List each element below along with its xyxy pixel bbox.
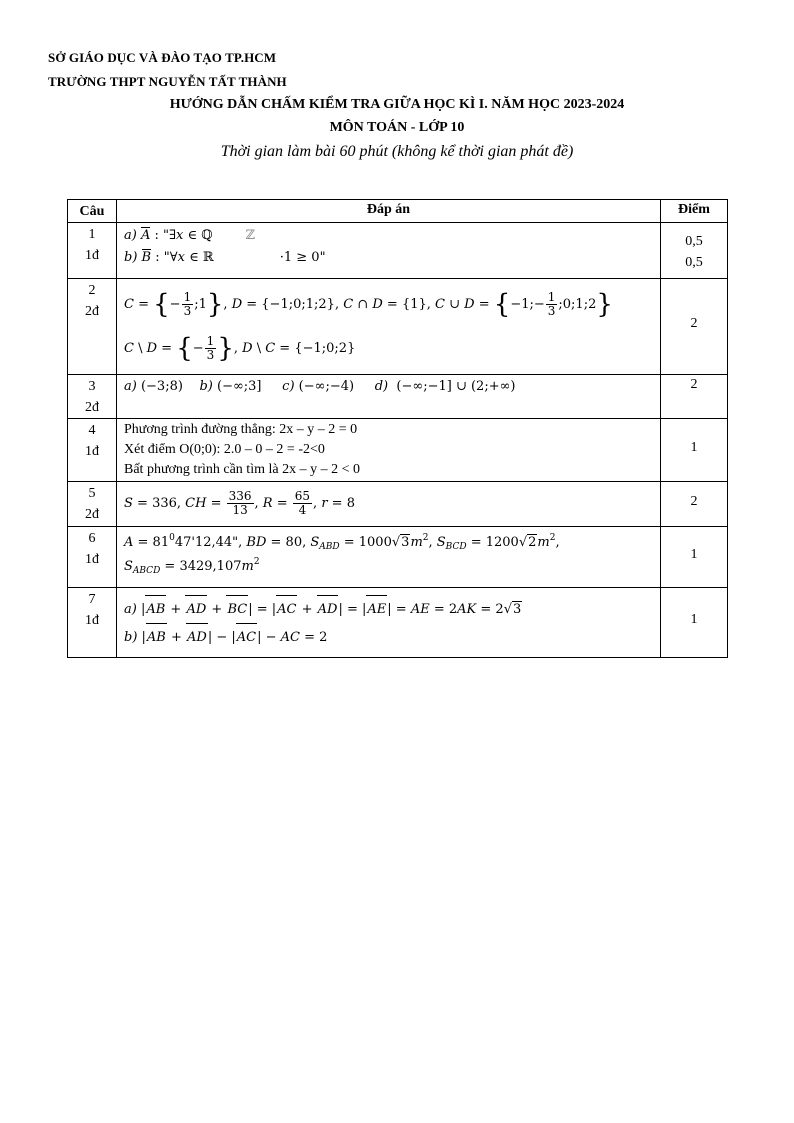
answer-line: C = {− $\frac{1}{3}$ ;1}, D = {−1;0;1;2}, C ∩ D = {1}, C ∪ D = {−1;− $\frac{1}{3}$ ;0;1;2} <box>124 289 613 320</box>
time-note: Thời gian làm bài 60 phút (không kể thời gian phát đề) <box>220 143 574 160</box>
score-cell <box>661 482 728 527</box>
score-value: 0,5 <box>685 234 703 249</box>
answer-line: Bất phương trình cần tìm là 2x – y – 2 < 0 <box>124 462 360 477</box>
score-cell <box>661 223 728 279</box>
question-points: 2đ <box>85 507 99 522</box>
header-question: Câu <box>68 200 117 223</box>
score-value: 2 <box>690 377 698 392</box>
answer-line: $A = 81^047'12,44$", BD = 80, $S_{ABD} = 1000√3m^2$, $S_{BCD} = 1200√2m^2$, <box>124 533 560 552</box>
answer-line: $S_{ABCD} = 3429,107m^2$ <box>124 557 260 576</box>
question-number: 2 <box>88 283 96 298</box>
answer-line: S = 336, CH = $\frac{336}{13}$ , R = $\frac{65}{4}$ , r = 8 <box>124 489 355 517</box>
question-points: 2đ <box>85 400 99 415</box>
answer-line: b) B : "∀x ∈ ℝ ·1 ≥ 0" <box>124 250 326 265</box>
question-cell <box>68 279 117 375</box>
score-value: 2 <box>690 316 698 331</box>
table-row <box>68 375 728 419</box>
score-value: 2 <box>690 494 698 509</box>
subject-title: MÔN TOÁN - LỚP 10 <box>329 120 465 135</box>
table-row <box>68 419 728 482</box>
question-cell <box>68 482 117 527</box>
answer-line: a) (−3;8) b) (−∞;3] c) (−∞;−4) d) (−∞;−1] ∪ (2;+∞) <box>124 379 516 394</box>
answer-cell <box>117 482 661 527</box>
answer-line: a) |AB + AD + BC| = |AC + AD| = |AE| = AE = 2AK = 2√3 <box>124 592 660 620</box>
question-cell <box>68 223 117 279</box>
score-cell <box>661 527 728 588</box>
school-name: TRƯỜNG THPT NGUYỄN TẤT THÀNH <box>48 74 287 89</box>
score-cell <box>661 419 728 482</box>
answer-cell <box>117 223 661 279</box>
answer-line: a) A : "∃x ∈ ℚ ℤ <box>124 228 256 243</box>
question-points: 1đ <box>85 248 99 263</box>
question-points: 1đ <box>85 552 99 567</box>
score-cell <box>661 588 728 658</box>
table-row <box>68 527 728 588</box>
question-points: 2đ <box>85 304 99 319</box>
score-value: 1 <box>690 612 698 627</box>
question-cell <box>68 375 117 419</box>
answer-cell <box>117 279 661 375</box>
answer-cell <box>117 419 661 482</box>
score-cell <box>661 375 728 419</box>
question-number: 3 <box>88 379 96 394</box>
answer-line: C \ D = {− $\frac{1}{3}$ }, D \ C = {−1;0;2} <box>124 333 356 364</box>
question-cell <box>68 588 117 658</box>
question-cell <box>68 419 117 482</box>
question-cell <box>68 527 117 588</box>
department-name: SỞ GIÁO DỤC VÀ ĐÀO TẠO TP.HCM <box>48 50 277 65</box>
score-value: 1 <box>690 547 698 562</box>
table-header-row <box>68 200 728 223</box>
question-number: 4 <box>88 423 96 438</box>
question-number: 1 <box>88 227 96 242</box>
score-cell <box>661 279 728 375</box>
document-title: HƯỚNG DẪN CHẤM KIỂM TRA GIỮA HỌC KÌ I. NĂM HỌC 2023-2024 <box>169 97 625 112</box>
answer-cell <box>117 375 661 419</box>
score-value: 0,5 <box>685 255 703 270</box>
question-number: 5 <box>88 486 96 501</box>
answer-line: Phương trình đường thẳng: 2x – y – 2 = 0 <box>124 422 358 437</box>
question-number: 7 <box>88 592 96 607</box>
answer-line: Xét điểm O(0;0): 2.0 – 0 – 2 = -2<0 <box>124 442 325 457</box>
answer-cell <box>117 527 661 588</box>
question-points: 1đ <box>85 613 99 628</box>
question-points: 1đ <box>85 444 99 459</box>
header-answer: Đáp án <box>117 200 661 223</box>
table-row <box>68 588 728 658</box>
table-row <box>68 482 728 527</box>
answer-cell <box>117 588 661 658</box>
grading-table <box>67 199 728 658</box>
question-number: 6 <box>88 531 96 546</box>
answer-line: b) |AB + AD| − |AC| − AC = 2 <box>124 620 660 648</box>
score-value: 1 <box>690 440 698 455</box>
table-row <box>68 223 728 279</box>
header-score: Điểm <box>661 200 728 223</box>
table-row <box>68 279 728 375</box>
